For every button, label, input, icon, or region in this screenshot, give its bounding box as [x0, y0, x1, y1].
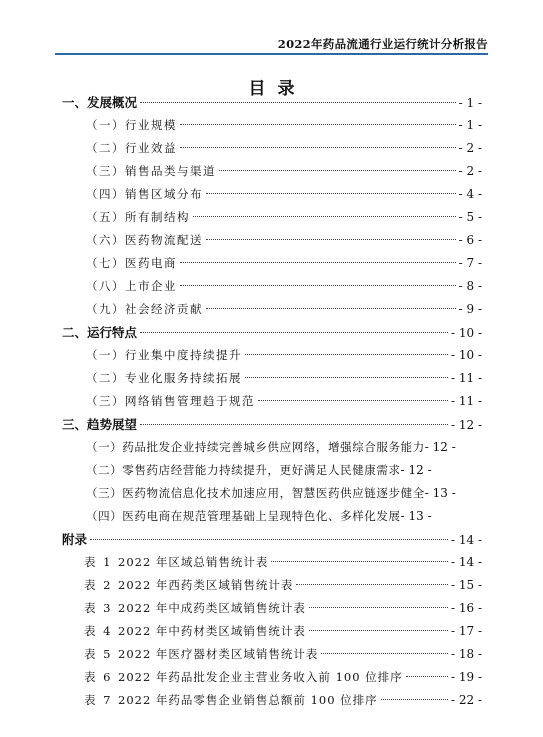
- toc-entry-page: - 13 -: [400, 509, 432, 523]
- toc-entry-label: （二）专业化服务持续拓展: [86, 371, 242, 385]
- appendix-entry-page: - 14 -: [450, 555, 482, 569]
- toc-entry[interactable]: [62, 206, 482, 229]
- appendix-entry-page: - 17 -: [450, 624, 482, 638]
- toc-entry-page: - 10 -: [450, 348, 482, 362]
- toc-entry-label: （四）销售区域分布: [86, 187, 203, 201]
- toc-entry-label: （六）医药物流配送: [86, 233, 203, 247]
- toc-entry[interactable]: [62, 367, 482, 390]
- toc-entry[interactable]: [62, 413, 482, 436]
- toc-entry-page: - 12 -: [400, 463, 432, 477]
- table-of-contents: [62, 91, 482, 712]
- appendix-entry-label: [84, 643, 318, 666]
- appendix-entry-page: - 15 -: [450, 578, 482, 592]
- toc-entry-page: - 14 -: [450, 533, 482, 547]
- appendix-entry-label: [84, 620, 306, 643]
- dot-leader: [245, 354, 448, 355]
- appendix-entry-page: - 18 -: [450, 647, 482, 661]
- appendix-entry[interactable]: [62, 574, 482, 597]
- appendix-entry-page: - 16 -: [450, 601, 482, 615]
- toc-entry[interactable]: [62, 114, 482, 137]
- appendix-entry-page: - 19 -: [450, 670, 482, 684]
- toc-entry-page: - 10 -: [450, 326, 482, 340]
- page-header: [55, 34, 488, 54]
- dot-leader: [180, 285, 456, 286]
- toc-entry-label: 三、趋势展望: [62, 417, 138, 432]
- table-title: 2022 年中药材类区域销售统计表: [118, 624, 306, 638]
- toc-entry-label: （三）销售品类与渠道: [86, 164, 216, 178]
- appendix-entry-label: [84, 597, 306, 620]
- toc-entry[interactable]: [62, 91, 482, 114]
- toc-entry-label: （五）所有制结构: [86, 210, 190, 224]
- toc-entry-page: - 12 -: [424, 440, 456, 454]
- toc-entry[interactable]: [62, 160, 482, 183]
- header-rule: [55, 53, 488, 55]
- toc-entry-label: （三）网络销售管理趋于规范: [86, 394, 255, 408]
- toc-entry[interactable]: [62, 321, 482, 344]
- toc-entry-page: - 13 -: [424, 486, 456, 500]
- toc-entry[interactable]: [62, 459, 482, 482]
- dot-leader: [245, 377, 448, 378]
- toc-entry-page: - 1 -: [458, 96, 482, 110]
- toc-entry[interactable]: [62, 482, 482, 505]
- dot-leader: [271, 561, 448, 562]
- toc-entry-page: - 4 -: [458, 187, 482, 201]
- toc-entry-label: （一）药品批发企业持续完善城乡供应网络，增强综合服务能力: [86, 440, 425, 454]
- dot-leader: [296, 584, 448, 585]
- dot-leader: [309, 630, 448, 631]
- table-number: 表 5: [84, 647, 113, 661]
- table-title: 2022 年区域总销售统计表: [118, 555, 269, 569]
- dot-leader: [321, 653, 448, 654]
- toc-entry-label: 一、发展概况: [62, 95, 138, 110]
- toc-entry[interactable]: [62, 252, 482, 275]
- toc-entry[interactable]: [62, 229, 482, 252]
- dot-leader: [206, 239, 456, 240]
- toc-entry-page: - 6 -: [458, 233, 482, 247]
- appendix-entry-label: [84, 574, 293, 597]
- table-number: 表 4: [84, 624, 113, 638]
- toc-entry-page: - 11 -: [450, 394, 482, 408]
- toc-entry-page: - 9 -: [458, 302, 482, 316]
- table-number: 表 1: [84, 555, 113, 569]
- toc-entry[interactable]: [62, 298, 482, 321]
- appendix-entry[interactable]: [62, 597, 482, 620]
- dot-leader: [180, 124, 456, 125]
- toc-entry-page: - 5 -: [458, 210, 482, 224]
- dot-leader: [193, 216, 456, 217]
- table-title: 2022 年中成药类区域销售统计表: [118, 601, 306, 615]
- dot-leader: [309, 607, 448, 608]
- dot-leader: [140, 332, 448, 333]
- appendix-entry-page: - 22 -: [450, 693, 482, 707]
- toc-entry[interactable]: [62, 275, 482, 298]
- toc-entry-page: - 8 -: [458, 279, 482, 293]
- toc-entry-label: （三）医药物流信息化技术加速应用，智慧医药供应链逐步健全: [86, 486, 425, 500]
- toc-entry-page: - 2 -: [458, 164, 482, 178]
- table-number: 表 3: [84, 601, 113, 615]
- toc-entry-label: （四）医药电商在规范管理基础上呈现特色化、多样化发展: [86, 509, 401, 523]
- toc-entry[interactable]: [62, 390, 482, 413]
- toc-entry-page: - 1 -: [458, 118, 482, 132]
- toc-entry[interactable]: [62, 137, 482, 160]
- appendix-entry[interactable]: [62, 620, 482, 643]
- table-title: 2022 年西药类区域销售统计表: [118, 578, 294, 592]
- toc-entry-page: - 2 -: [458, 141, 482, 155]
- dot-leader: [258, 400, 448, 401]
- table-title: 2022 年医疗器材类区域销售统计表: [118, 647, 319, 661]
- table-number: 表 2: [84, 578, 113, 592]
- dot-leader: [406, 676, 448, 677]
- appendix-entry[interactable]: [62, 666, 482, 689]
- appendix-entry-label: [84, 689, 378, 712]
- appendix-entry-label: [84, 666, 403, 689]
- appendix-entry[interactable]: [62, 551, 482, 574]
- dot-leader: [140, 424, 448, 425]
- dot-leader: [381, 699, 448, 700]
- table-title: 2022 年药品批发企业主营业务收入前 100 位排序: [118, 670, 403, 684]
- toc-entry[interactable]: [62, 505, 482, 528]
- toc-entry-label: （二）行业效益: [86, 141, 177, 155]
- toc-entry-label: 附录: [62, 532, 88, 547]
- dot-leader: [206, 308, 456, 309]
- toc-heading: 目录: [248, 79, 307, 99]
- dot-leader: [180, 147, 456, 148]
- toc-entry-label: （七）医药电商: [86, 256, 177, 270]
- toc-entry[interactable]: [62, 528, 482, 551]
- toc-entry-label: （一）行业规模: [86, 118, 177, 132]
- table-number: 表 6: [84, 670, 113, 684]
- toc-entry[interactable]: [62, 436, 482, 459]
- toc-entry-label: （二）零售药店经营能力持续提升，更好满足人民健康需求: [86, 463, 401, 477]
- toc-entry[interactable]: [62, 183, 482, 206]
- table-number: 表 7: [84, 693, 113, 707]
- report-title: 2022年药品流通行业运行统计分析报告: [277, 37, 488, 51]
- toc-entry-label: （一）行业集中度持续提升: [86, 348, 242, 362]
- toc-entry-label: 二、运行特点: [62, 325, 138, 340]
- dot-leader: [206, 193, 456, 194]
- toc-entry-label: （九）社会经济贡献: [86, 302, 203, 316]
- toc-entry-page: - 7 -: [458, 256, 482, 270]
- toc-entry-page: - 11 -: [450, 371, 482, 385]
- appendix-entry-label: [84, 551, 268, 574]
- toc-entry[interactable]: [62, 344, 482, 367]
- appendix-entry[interactable]: [62, 689, 482, 712]
- dot-leader: [219, 170, 456, 171]
- appendix-entry[interactable]: [62, 643, 482, 666]
- toc-entry-label: （八）上市企业: [86, 279, 177, 293]
- toc-entry-page: - 12 -: [450, 418, 482, 432]
- dot-leader: [180, 262, 456, 263]
- table-title: 2022 年药品零售企业销售总额前 100 位排序: [118, 693, 378, 707]
- dot-leader: [140, 102, 456, 103]
- dot-leader: [90, 539, 448, 540]
